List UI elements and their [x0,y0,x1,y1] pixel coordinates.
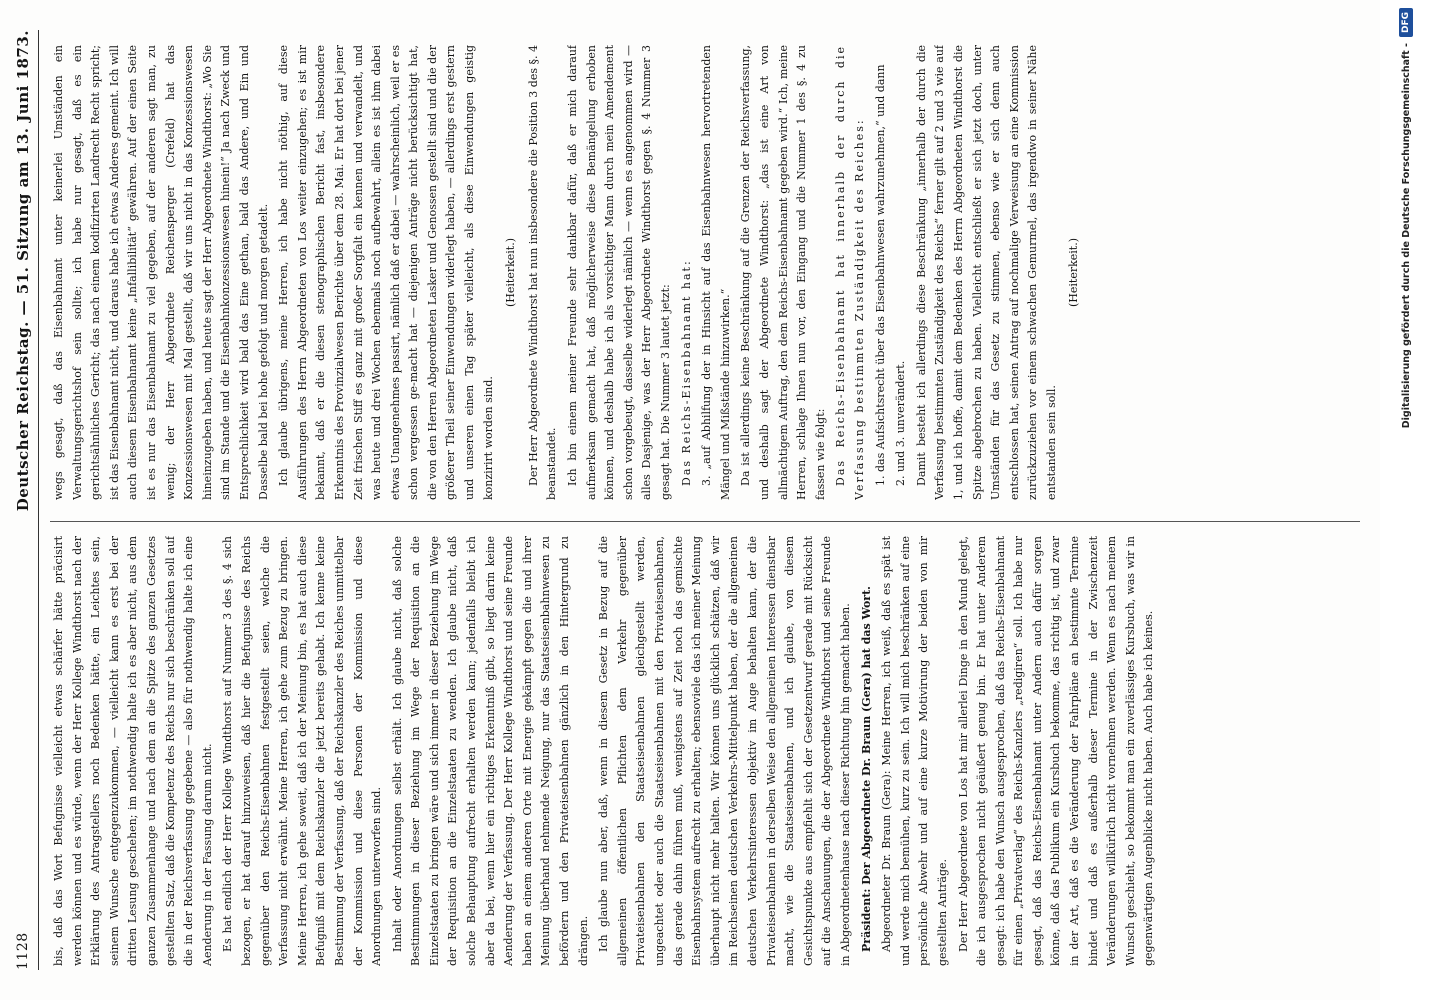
paragraph: Ich bin einem meiner Freunde sehr dankbar dafür, daß er mich darauf aufmerksam gemacht hat, daß möglicherweise diese Bemängelung erhoben können, und deshalb habe ich als vorsichtiger Mann durch mein Amendement schon vorgebeugt, dasselbe widerlegt nämlich — wenn es angenommen wird — alles Dasjenige, was der Herr Abgeordnete Windthorst gegen §. 4 Nummer 3 gesagt hat. Die Nummer 3 lautet jetzt: [566,45,672,500]
dfg-logo: DFG [1399,8,1413,37]
funding-notice [1394,0,1418,1000]
applause-note: (Heiterkeit.) [504,238,518,308]
page-title: Deutscher Reichstag. — 51. Sitzung am 13. Juni 1873. [14,30,32,512]
quote-intro: Das Reichs-Eisenbahnamt hat innerhalb der durch die Verfassung bestimmten Zuständigkeit des Reiches: [834,45,866,500]
paragraph: Der Herr Abgeordnete Windthorst hat nun insbesondere die Position 3 des §. 4 beanstandet. [526,45,559,500]
quote-intro: Das Reichs-Eisenbahnamt hat: [679,259,693,486]
paragraph: Ich glaube nun aber, daß, wenn in diesem Gesetz in Bezug auf die allgemeinen öffentlichen Pflichten dem Verkehr gegenüber Privateisenbahnen den Staatseisenbahnen gleichgestellt werden, ungeachtet oder auch die Staatseisenbahnen mit den Privateisenbahnen, das gerade dahin führen muß, wenigstens auf Zeit noch das gemischte Eisenbahnsystem aufrecht zu erhalten; ebensoviele das ich meiner Meinung überhaupt nicht mehr halten. Wir können uns glücklich schätzen, daß wir im Reichseinen deutschen Verkehrs-Mittelpunkt haben, der die allgemeinen deutschen Verkehrsinteressen objektiv im Auge behalten kann, der die Privateisenbahnen in derselben Weise den allgemeinen Interessen dienstbar macht, wie die Staatseisenbahnen, und ich glaube, von diesem Gesichtspunkte aus empfiehlt sich der Gesetzentwurf gerade mit Rücksicht auf die Anschauungen, die der Abgeordnete Windthorst und seine Freunde in Abgeordnetenhause nach dieser Richtung hin gemacht haben. [597,536,852,966]
left-column [50,536,1360,966]
paragraph: Ich glaube übrigens, meine Herren, ich habe nicht nöthig, auf diese Ausführungen des Herrn Abgeordneten von Los weiter einzugehen; es ist mir bekannt, daß er die diesen stenographischen Bericht fast, insbesondere Erkenntnis des Provinzialwesen Berichte über dem 28. Mai. Er hat dort bei jener Zeit frischen Stiff es ganz mit großer Sorgfalt ein kennen und verwandelt, und was heute und drei Wochen ebenmals noch aufbewahrt, allein es ist ihm dabei etwas Unangenehmes passirt, nämlich daß er dabei — wahrscheinlich, weil er es schon vergessen ge-macht hat — diejenigen Anträge nicht berücksichtigt hat, die von den Herren Abgeordneten Lasker und Genossen gestellt sind und die der größerer Theil seiner Einwendungen widerlegt haben, — allerdings erst gestern und unseren einen Tag später vielleicht, als diese Einwendungen geistig konzirirt worden sind. [277,45,495,500]
paragraph: Der Herr Abgeordnete von Los hat mir allerlei Dinge in den Mund gelegt, die ich ausgesprochen nicht geäußert genug bin. Er hat unter Anderem gesagt: ich habe den Wunsch ausgesprochen, daß das Reichs-Eisenbahnamt für einen „Privatverlag“ des Reichs-Kanzlers „redigiren“ soll. Ich habe nur gesagt, daß das Reichs-Eisenbahnamt unter Andern auch dafür sorgen könne, daß das Publikum ein Kursbuch bekomme, das richtig ist, und zwar in der Art, daß es die Veränderung der Fahrpläne an bestimmte Termine bindet und daß es außerhalb dieser Termine in der Zwischenzeit Veränderungen willkürlich nicht vornehmen werden. Wenn es nach meinem Wunsch geschieht, so bekommt man ein zuverlässiges Kursbuch, was wir in gegenwärtigen Augenblicke nicht haben. Auch habe ich keines. [956,536,1156,966]
page-header [8,30,39,970]
paragraph: wegs gesagt, daß das Eisenbahnamt unter keinerlei Umständen ein Verwaltungsgerichtshof sein sollte; ich habe nur gesagt, daß es ein gerichtsähnliches Gericht; das nach einem kodifizirten Landrecht Recht spricht; ist das Eisenbahnamt nicht, und daraus habe ich etwas Anderes gemeint. Ich will auch diesem Eisenbahnamt keine „Infallibilität“ gewähren. Auf der einen Seite ist es nur das Eisenbahnamt zu viel gegeben, auf der anderen sagt man, zu wenig; der Herr Abgeordnete Reichensperger (Crefeld) hat das Konzessionswesen mit Mal gestellt, daß wir uns nicht in das Konzessionswesen hineinzugeben haben, und heute sagt der Herr Abgeordnete Windthorst: „Wo Sie sind im Stande und die Eisenbahnkonzessionswesen hinein!“ Ja nach Zweck und Entsprechlichkeit wird bald das Eine gethan, bald das Andere, und Ein und Dasselbe bald bei hohe gefolgt und morgen getadelt. [52,45,270,500]
funding-text: Digitalisierung gefördert durch die Deutsche Forschungsgemeinschaft - [1400,43,1412,429]
quote: 2. und 3. unverändert. [894,360,908,486]
paragraph: Da ist allerdings keine Beschränkung auf die Grenzen der Reichsverfassung, und deshalb sagt der Abgeordnete Windthorst: „das ist eine Art von allmächtigem Auftrag, den dem Reichs-Eisenbahnamt gegeben wird.“ Ich, meine Herren, schlage Ihnen nun vor, den Eingang und die Nummer 1 des §. 4 zu fassen wie folgt: [739,45,827,500]
funding-strip [1380,0,1432,1000]
paragraph: Abgeordneter Dr. Braun (Gera): Meine Herren, ich weiß, daß es spät ist und werde mich bemühen, kurz zu sein. Ich will mich beschränken auf eine persönliche Abwehr und auf eine kurze Motivirung der beiden von mir gestellten Anträge. [880,536,949,966]
paragraph: bis, daß das Wort Befugnisse vielleicht etwas schärfer hätte präcisirt werden können und es würde, wenn der Herr Kollege Windthorst nach der Erklärung des Antragstellers noch Bedenken hätte, ein Leichtes sein, seinem Wunsche entgegenzukommen, — vielleicht kann es erst bei der dritten Lesung geschehen; im nothwendig halte ich es aber nicht, aus dem ganzen Zusammenhange und nach dem an die Spitze des ganzen Gesetzes gestellten Satz, daß die Kompetenz des Reichs nur sich beschränken soll auf die in der Reichsverfassung gegebene — also für nothwendig halte ich eine Aenderung in der Fassung darum nicht. [52,536,214,966]
paragraph: Damit besteht ich allerdings diese Beschränkung „innerhalb der durch die Verfassung bestimmten Zuständigkeit des Reichs“ ferner gilt auf 2 und 3 wie auf 1, und ich hoffe, damit dem Bedenken des Herrn Abgeordneten Windthorst die Spitze abgebrochen zu haben. Vielleicht entschließt er sich jetzt doch, unter Umständen für das Gesetz zu stimmen, ebenso wie er sich denn auch entschlossen hat, seinen Antrag auf nochmalige Verweisung an eine Kommission zurückzuziehen vor einem schwachen Gemurmel, das irgendwo in seiner Nähe entstanden sein soll. [914,45,1058,500]
column-divider [50,521,1360,522]
paragraph: Es hat endlich der Herr Kollege Windthorst auf Nummer 3 des §. 4 sich bezogen, er hat darauf hinzuweisen, daß hier die Befugnisse des Reichs gegenüber den Reichs-Eisenbahnen festgestellt seien, welche die Verfassung nicht erwähnt. Meine Herren, ich gehe zum Bezug zu bringen. Meine Herren, ich gehe soweit, daß ich der Meinung bin, es hat auch diese Befugniß mit dem Reichskanzler die jetzt bereits gehabt. Ich kenne keine Bestimmung der Verfassung, daß der Reichskanzler des Reiches unmittelbar der Kommission und diese Personen der Kommission und diese Anordnungen unterworfen sind. [221,536,384,966]
quote: 1. das Aufsichtsrecht über das Eisenbahnwesen wahrzunehmen,“ und dann [873,64,887,486]
page-number: 1128 [15,932,31,970]
right-column [50,45,1360,500]
paragraph: Inhalt oder Anordnungen selbst erhält. Ich glaube nicht, daß solche Bestimmungen in dieser Beziehung im Wege der Requisition an die Einzelstaaten zu bringen wäre und sich immer in dieser Beziehung im Wege der Requisition an die Einzelstaaten zu wenden. Ich glaube nicht, daß solche Behauptung aufrecht erhalten werden kann; jedenfalls bleibt ich aber da bei, wenn hier ein richtiges Erkenntniß gibt, so liegt darin keine Aenderung der Verfassung. Der Herr Kollege Windthorst und seine Freunde haben an einem anderen Orte mit Energie gekämpft gegen die und ihrer Meinung überhand nehmende Neigung, nur das Staatseisenbahnwesen zu befördern und den Privateisenbahnen gänzlich in den Hintergrund zu drängen. [390,536,590,966]
president-statement: Präsident: Der Abgeordnete Dr. Braun (Gera) hat das Wort. [859,586,873,952]
applause-note: (Heiterkeit.) [1067,238,1081,308]
quote: 3. „auf Abhilfung der in Hinsicht auf das Eisenbahnwesen hervortretenden Mängel und Mißstände hinzuwirken.“ [700,45,732,500]
